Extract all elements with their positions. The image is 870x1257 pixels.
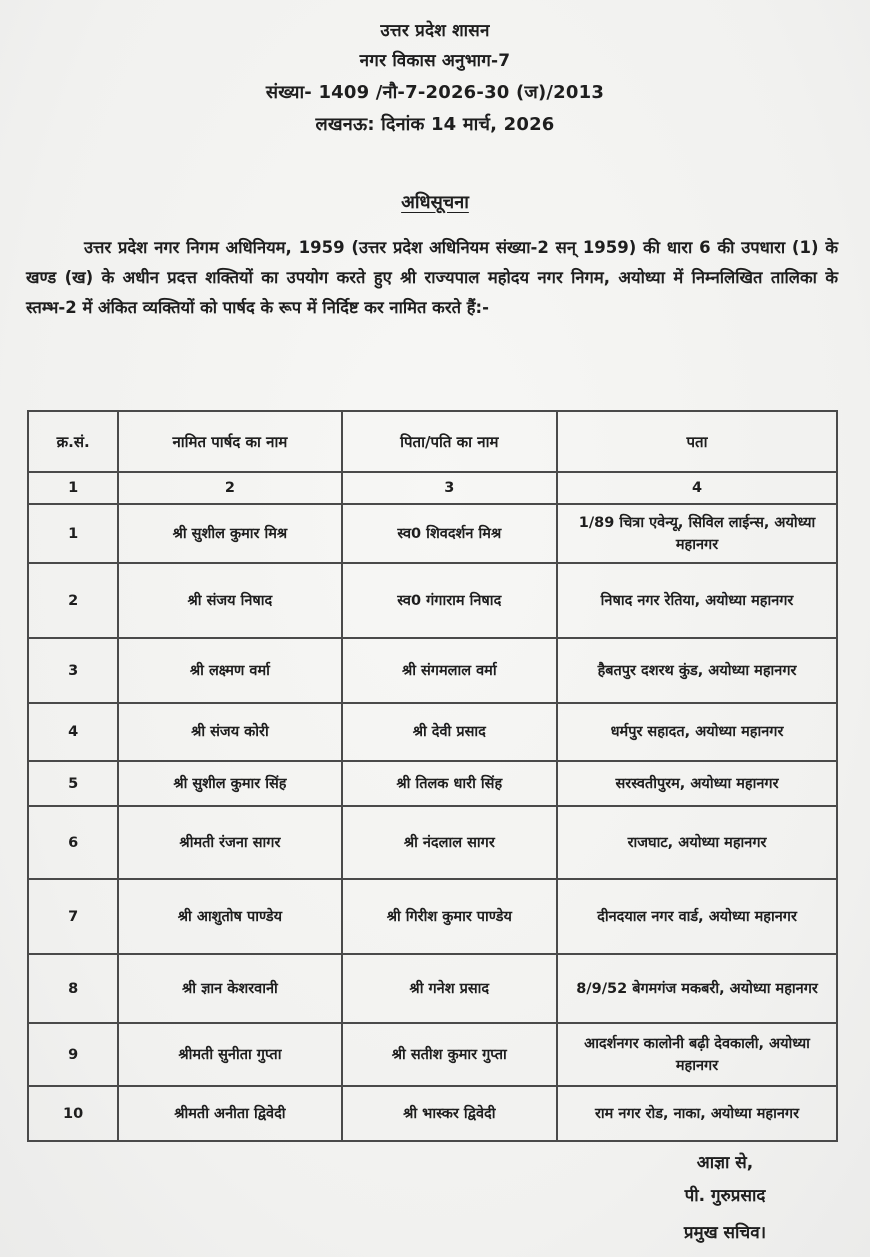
notification-body: उत्तर प्रदेश नगर निगम अधिनियम, 1959 (उत्तर प्रदेश अधिनियम संख्या-2 सन् 1959) की धारा 6 की उपधारा (1) के खण्ड (ख) के अधीन प्रदत्त शक्तियों का उपयोग करते हुए श्री राज्यपाल महोदय नगर निगम, अयोध्या में निम्नलिखित तालिका के स्तम्भ-2 में अंकित व्यक्तियों को पार्षद के रूप में निर्दिष्ट कर नामित करते हैं:-	[26, 238, 838, 317]
notification-title: अधिसूचना	[401, 192, 469, 213]
row-sno: 2	[28, 563, 118, 638]
table-row	[28, 703, 837, 761]
row-address: दीनदयाल नगर वार्ड, अयोध्या महानगर	[557, 879, 837, 954]
signatory-designation: प्रमुख सचिव।	[683, 1223, 767, 1243]
table-header-row	[28, 411, 837, 472]
row-address: हैबतपुर दशरथ कुंड, अयोध्या महानगर	[557, 638, 837, 703]
row-father: श्री गिरीश कुमार पाण्डेय	[342, 879, 558, 954]
row-sno: 9	[28, 1023, 118, 1086]
row-name: श्री सुशील कुमार मिश्र	[118, 504, 341, 563]
row-name: श्रीमती रंजना सागर	[118, 806, 341, 879]
row-father: स्व0 शिवदर्शन मिश्र	[342, 504, 558, 563]
row-name: श्री संजय निषाद	[118, 563, 341, 638]
row-father: श्री संगमलाल वर्मा	[342, 638, 558, 703]
row-sno: 10	[28, 1086, 118, 1141]
header-address: पता	[557, 411, 837, 472]
table-row	[28, 1023, 837, 1086]
header-sno: क्र.सं.	[28, 411, 118, 472]
row-father: श्री देवी प्रसाद	[342, 703, 558, 761]
table-row	[28, 563, 837, 638]
nominated-councillors-table	[27, 410, 838, 1142]
row-name: श्री सुशील कुमार सिंह	[118, 761, 341, 806]
signatory-name: पी. गुरुप्रसाद	[684, 1186, 766, 1206]
row-father: श्री नंदलाल सागर	[342, 806, 558, 879]
table-row	[28, 1086, 837, 1141]
row-sno: 1	[28, 504, 118, 563]
signature-by-order: आज्ञा से,	[696, 1153, 754, 1173]
row-sno: 4	[28, 703, 118, 761]
row-father: स्व0 गंगाराम निषाद	[342, 563, 558, 638]
row-father: श्री भास्कर द्विवेदी	[342, 1086, 558, 1141]
column-number: 1	[28, 472, 118, 504]
row-name: श्रीमती अनीता द्विवेदी	[118, 1086, 341, 1141]
reference-number: संख्या- 1409 /नौ-7-2026-30 (ज)/2013	[265, 82, 605, 103]
table-row	[28, 954, 837, 1023]
column-number: 2	[118, 472, 341, 504]
row-sno: 6	[28, 806, 118, 879]
row-father: श्री गनेश प्रसाद	[342, 954, 558, 1023]
row-father: श्री तिलक धारी सिंह	[342, 761, 558, 806]
row-address: राम नगर रोड, नाका, अयोध्या महानगर	[557, 1086, 837, 1141]
table-row	[28, 638, 837, 703]
table-row	[28, 879, 837, 954]
place-date: लखनऊ: दिनांक 14 मार्च, 2026	[315, 114, 555, 135]
row-sno: 8	[28, 954, 118, 1023]
table-row	[28, 504, 837, 563]
row-name: श्री लक्ष्मण वर्मा	[118, 638, 341, 703]
department-heading: नगर विकास अनुभाग-7	[359, 51, 511, 71]
table-row	[28, 806, 837, 879]
row-father: श्री सतीश कुमार गुप्ता	[342, 1023, 558, 1086]
table-row	[28, 761, 837, 806]
row-address: धर्मपुर सहादत, अयोध्या महानगर	[557, 703, 837, 761]
row-address: निषाद नगर रेतिया, अयोध्या महानगर	[557, 563, 837, 638]
row-address: सरस्वतीपुरम, अयोध्या महानगर	[557, 761, 837, 806]
government-heading: उत्तर प्रदेश शासन	[380, 21, 490, 41]
row-name: श्री आशुतोष पाण्डेय	[118, 879, 341, 954]
row-address: 8/9/52 बेगमगंज मकबरी, अयोध्या महानगर	[557, 954, 837, 1023]
column-number: 3	[342, 472, 558, 504]
header-father: पिता/पति का नाम	[342, 411, 558, 472]
row-address: राजघाट, अयोध्या महानगर	[557, 806, 837, 879]
notification-title-wrap	[0, 190, 870, 214]
row-address: आदर्शनगर कालोनी बढ़ी देवकाली, अयोध्या महानगर	[557, 1023, 837, 1086]
row-sno: 5	[28, 761, 118, 806]
row-name: श्री संजय कोरी	[118, 703, 341, 761]
row-name: श्री ज्ञान केशरवानी	[118, 954, 341, 1023]
row-address: 1/89 चित्रा एवेन्यू, सिविल लाईन्स, अयोध्या महानगर	[557, 504, 837, 563]
header-name: नामित पार्षद का नाम	[118, 411, 341, 472]
row-sno: 7	[28, 879, 118, 954]
row-name: श्रीमती सुनीता गुप्ता	[118, 1023, 341, 1086]
column-number-row	[28, 472, 837, 504]
row-sno: 3	[28, 638, 118, 703]
column-number: 4	[557, 472, 837, 504]
